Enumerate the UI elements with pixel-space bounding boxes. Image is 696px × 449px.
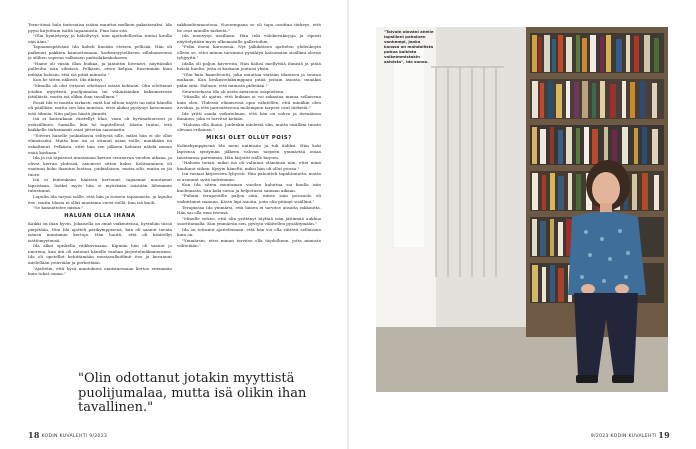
paragraph: Ida on tottunut ajattelemaan, että hän voi olla riittävä sellaisena kuin on. <box>177 226 321 238</box>
paragraph: "Olin kuin kameleontti, joka muuttaa väriään tilanteen ja seuran mukaan. Kun keskustelukumppani pitää jostain asiasta, minäkin pidin siitä. Halusin, että minusta pidetään." <box>177 71 321 89</box>
paragraph: "Pidin itseni kiireisenä. Nyt jälkikäteen ajattelen yhdenkoyin olleen se, ettei minun tarvinnut pysähtyä katsomaan sisälläni olevaa tyhjyyttä." <box>177 44 321 61</box>
paragraph: "Minulla oli ajatus, että kukaan ei voi rakastaa minua sellaisena kuin olen. Yhdessä elämisessä opin vähitellen, että minäkin olen arvokas, ja että parisuhteessa molempien tarpeet ovat tärkeitä." <box>177 94 321 111</box>
issue-number: 9/2023 <box>89 434 108 439</box>
page-number: 18 <box>28 430 40 440</box>
issue-number: 9/2023 <box>590 434 609 439</box>
section-subhead: HALUAN OLLA IHANA <box>64 212 136 219</box>
paragraph: Lopulta Ida tarjosi isälle, että hän ja toiseen tapaamista, ja lopulta itse, mutta Idasta ei ollut muutama vuosi esillä, kun isä kuoli. <box>28 193 172 205</box>
paragraph: Ida alkoi opiskella vaikkuvasana. Kipinän hän oli saanut jo nuorena, kun äiti oli antanut hänelle vanhan järjestelmäkameransa. Ida oli opetellut kehittämään mustavalkofilmit itse ja kuvannut mielellään ystäviään ja perhettään. <box>28 243 172 265</box>
paragraph: "Halusin tietää, miksi isä oli valinnut elämänsä niin, ettei minä kuulunut siihen. Kysyin häneltä, miksi hän oli ollut poissa." <box>177 160 321 171</box>
paragraph: Seurustelussa Ida oli usein antavana osapuolena. <box>182 88 285 94</box>
article-column-2 <box>177 22 321 417</box>
paragraph: Isä ei kuitenkaan hänestä kertonut, tapaamat muutamat lapsistaan, lisäksi myös hän ei myöskään isästään lähemmin tutustunut. <box>28 177 172 194</box>
magazine-name: KODIN KUVALEHTI <box>41 434 88 439</box>
paragraph: "Minulle selvisi, että olin yrittänyt täyttää isän jättämää aukkoa suorittamalla. Kun ymmärsin sen, pystyin vähitellen pysähtymään." <box>177 215 321 227</box>
paragraph: Terni-äissä hala tiutusaiisa isääni muuttui melkein pakoitavaksi. Ida pyysi kirjoittain isältä tapaamista. Pian hän sitä. <box>28 22 172 33</box>
article-column-1 <box>28 22 172 427</box>
page-number: 19 <box>658 430 670 440</box>
paragraph: Ensiä Ida ei muista tarkasti, mitä hai siltoin näytti tai mitä hänellä oli päällään, mutta sen hän muistaa, ettei aluksi pystynyt katsomaan isää silmiin. Niin paljon häntä jännitti. <box>28 99 172 116</box>
paragraph: "Toiveiri hänelle jonkinlaista selitystä sille, miksi hän ei ole ollut elämässäni. Mutta kun isä ei ottanut asiaa esille, minäkään en uskaltanut. Pelkäsin, ettei hän sen jälkeen haluaisi nähdä minua enää koskaan." <box>28 132 172 155</box>
paragraph: rakkaudenmuotona. Nuorempana se oli tapa osoittaa tärkeys, että he ovat minulle tärkeitä." <box>177 22 321 33</box>
section-subhead: MIKSI OLET OLLUT POIS? <box>206 134 292 141</box>
paragraph: Kaikki on ihan hyvin. Jokaisella on omat vaikeutensa, hyvinhän tässä pärjätään. Niin Ida ajatteli parikymppisenä, kun oli saanut tavata isänsä muutamia kertoja. Hän hautti, että oli käsitellyt isättömyytensä. <box>28 221 172 243</box>
paragraph: Idalla oli paljon kavereita. Hän halusi miellyttää ihmisiä ja pitää heistä huolta, jotta ei koskaan joutuisi yksin. <box>177 60 321 72</box>
paragraph: Kun he sitten näkivät, Ida itkitsyi. <box>33 77 104 83</box>
paragraph: Ida yritti saada vaikutelman, että hän on vahva ja itsenäinen ihminen, joka ei tarvitse ketään. <box>177 110 321 122</box>
paragraph: Ida ja isä tapasivat muutaman kerran seuraavan vuoden aikana, ja olivat kerran yhdessä, asioineet sitten kaksi. Kohtaaminen oli vaatinut koko ihanitus luottaa, jonkinlaisen, mutta silti, mutta se jäi tuore. <box>28 155 172 177</box>
right-page-footer <box>591 430 670 440</box>
paragraph: Kolmekymppisenä Ida meni naimisiin ja tuli äidiksi. Hän koki lapsensa syntymän jälkeen vahvan tarpeen ymmärtää omaa taustaansa paremmin. Hän kirjoitti isälle kirjeen. <box>177 143 321 160</box>
paragraph: "Hame oli väsän illan huikaa, ja jännittin hivenävi, näyttäisikö pulleulta isän silmissä. Pelkäsin, etten kelpaa. Ensemmän kuin mitään halusin, että isä pitää minusta." <box>28 60 172 77</box>
paragraph: Ida meneytyi uraillaan. Hän teki valokuvakirjoja ja ripusti näyttelyitään myös ulkomaisille gallerioihin. <box>177 33 321 44</box>
paragraph: Terapiassa Ida ymmärsi, että hänen ei tarvitse ansaita rakkautta. Hän sai olla oma itsensä. <box>177 204 321 216</box>
paragraph: "Ajattelin, että hyvä muotokuva onnistuessaan kertoo enemmän kuin tuhat sanaa." <box>28 265 172 277</box>
photo-illustration <box>376 27 668 392</box>
paragraph: Kun Ida sitten muutaman vuoden kuluttua sai kuulla isän kuolemasta, hän koki surua ja helpotusta samaan aikaan. <box>177 182 321 193</box>
paragraph: Isä ei kuitenkaan väistellyt Idaa, vaan oli hyvänahtoisesti ja ystävällinen. Samalla, kun he tuputellivat, Idasta tuntui, että kaikkelle tärkeimmät asiat jättettin sanomatta. <box>28 116 172 133</box>
paragraph: "Halusin olla ihana. Joidenkin mielestä olin, mutta sisälläni tunsin olevani erilainen." <box>177 121 321 133</box>
paragraph: "Se kannattelee minua." <box>33 205 84 211</box>
paragraph: Isä vastasi kirjeeseen lyhyesti. Hän pahoitteli tapahtunutta, mutta ei avannut syitä tarkemmin. <box>177 171 321 182</box>
paragraph: "Minulla oli olut virtavat odottaset isästä kohtaan. Olin odottanut jotakin myyttistä puolijumalaa tai vähintäänkin kaksimetristä jättiläistä, mutta isä olikin ihan tavallinen." <box>28 83 172 100</box>
paragraph: Tapaamispäivänä Ida kaheli lineään eteisen pellisää. Hän oli paikenut pakkien kaunottomaan, korkeasyytelliseen villahameensa ja silihen sopivan valkoisen paitisilakenkokseen. <box>28 44 172 61</box>
paragraph: "Ymmärsin, ettei minun tarvitse olla täydellinen, jotta minusta välitetään." <box>177 237 321 249</box>
magazine-name: KODIN KUVALEHTI <box>610 434 657 439</box>
pull-quote: "Olin odottanut jotakin myyttistä puolijumalaa, mutta isä olikin ihan tavallinen." <box>78 371 307 415</box>
left-page-footer <box>28 430 107 440</box>
paragraph: "Olin hymistyvyy ja hälsiltyvyt, niin ajattodelliseha tuntui kuulla nän ääni." <box>28 33 172 44</box>
portrait-photo <box>376 27 668 392</box>
photo-caption: "Toivoin oloväni anelle lapsilleni pahoinen vanhempi, jonka kanssa on mahdollista puhua kaikista vaikeimmistakin asioista", Ida sanoo. <box>384 29 434 64</box>
paragraph: "Puhuin terapeutille paljon siitä, miten isän poissaolo oli vaikuttanut minuun. Kävin läpi asioita, joita olin pitänyt sisälläni." <box>177 193 321 204</box>
